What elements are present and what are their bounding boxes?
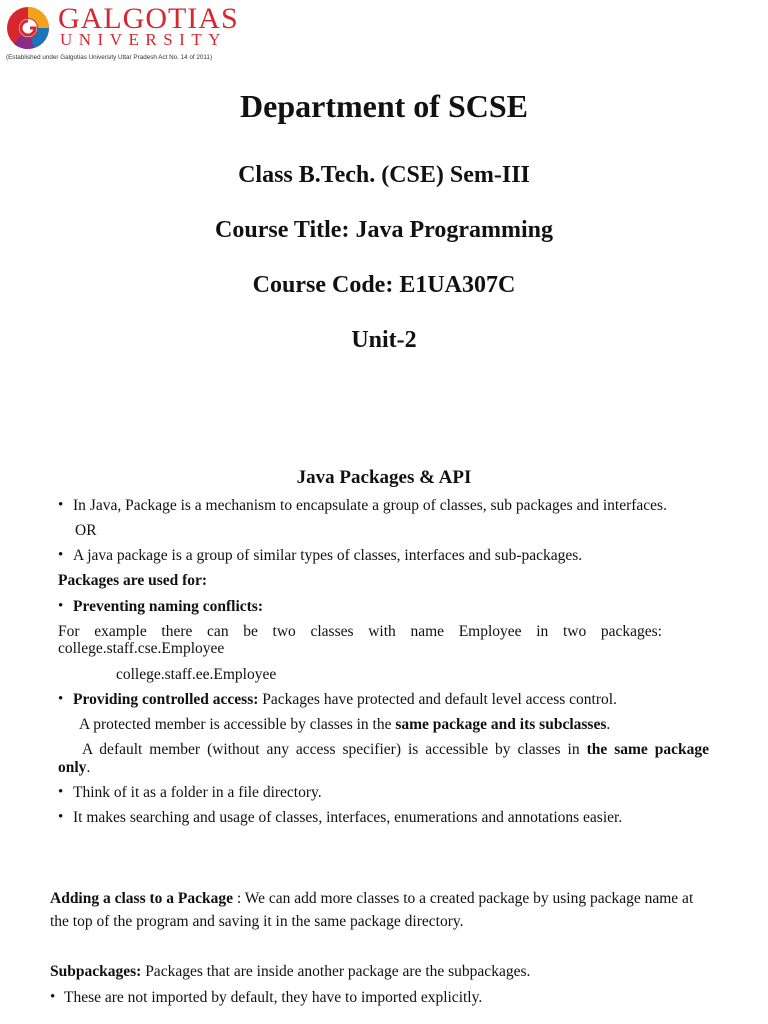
default-only: only	[58, 759, 87, 776]
bullet-not-imported: These are not imported by default, they have to imported explicitly.	[64, 989, 483, 1006]
example-package-cse: college.staff.cse.Employee	[58, 640, 225, 657]
controlled-access-text: Packages have protected and default level access control.	[258, 691, 617, 708]
bullet-dot: •	[58, 547, 64, 563]
bullet-dot: •	[58, 598, 64, 614]
bullet-dot: •	[58, 497, 64, 513]
class-title: Class B.Tech. (CSE) Sem-III	[238, 162, 530, 188]
adding-class-label: Adding a class to a Package	[50, 890, 233, 907]
logo-note: (Established under Galgotias University Uttar Pradesh Act No. 14 of 2011)	[6, 54, 213, 61]
adding-class-text: : We can add more classes to a created package by using package name at	[233, 890, 694, 907]
protected-member-line	[79, 716, 610, 734]
course-title: Course Title: Java Programming	[215, 217, 553, 243]
subpackages-label: Subpackages:	[50, 963, 142, 980]
controlled-access-label: Providing controlled access:	[73, 691, 259, 708]
university-logo	[4, 2, 244, 64]
logo-subtitle: UNIVERSITY	[60, 30, 227, 49]
bullet-folder: Think of it as a folder in a file directory.	[73, 784, 322, 801]
example-package-ee: college.staff.ee.Employee	[116, 666, 277, 683]
bullet-dot: •	[58, 784, 64, 800]
subpackages-text: Packages that are inside another package are the subpackages.	[141, 963, 531, 980]
default-end: .	[86, 759, 91, 776]
default-member-line-2	[58, 759, 90, 777]
adding-class-line-2: the top of the program and saving it in the same package directory.	[50, 913, 464, 930]
used-for-heading: Packages are used for:	[58, 572, 208, 589]
logo-name: GALGOTIAS	[58, 2, 239, 35]
default-text: A default member (without any access specifier) is accessible by classes in	[82, 741, 587, 758]
bullet-dot: •	[58, 691, 64, 707]
bullet-dot: •	[50, 989, 56, 1005]
bullet-package-alt-definition: A java package is a group of similar types of classes, interfaces and sub-packages.	[73, 547, 583, 564]
example-line: For example there can be two classes with name Employee in two packages:	[58, 623, 662, 640]
protected-end: .	[606, 716, 611, 733]
course-code: Course Code: E1UA307C	[252, 272, 516, 298]
bullet-package-definition: In Java, Package is a mechanism to encapsulate a group of classes, sub packages and interfaces.	[73, 497, 667, 514]
unit-title: Unit-2	[351, 327, 417, 353]
subpackages-line	[50, 963, 530, 981]
section-heading: Java Packages & API	[296, 467, 472, 488]
default-member-line	[58, 741, 709, 759]
department-title: Department of SCSE	[240, 88, 528, 124]
default-bold: the same package	[586, 741, 709, 758]
bullet-naming-conflicts: Preventing naming conflicts:	[73, 598, 264, 615]
bullet-searching: It makes searching and usage of classes, interfaces, enumerations and annotations easier.	[73, 809, 623, 826]
adding-class-line	[50, 890, 693, 908]
or-text: OR	[75, 522, 97, 539]
logo-emblem-icon	[4, 4, 52, 52]
protected-text: A protected member is accessible by classes in the	[79, 716, 396, 733]
protected-bold: same package and its subclasses	[395, 716, 607, 733]
bullet-controlled-access	[73, 691, 617, 709]
bullet-dot: •	[58, 809, 64, 825]
